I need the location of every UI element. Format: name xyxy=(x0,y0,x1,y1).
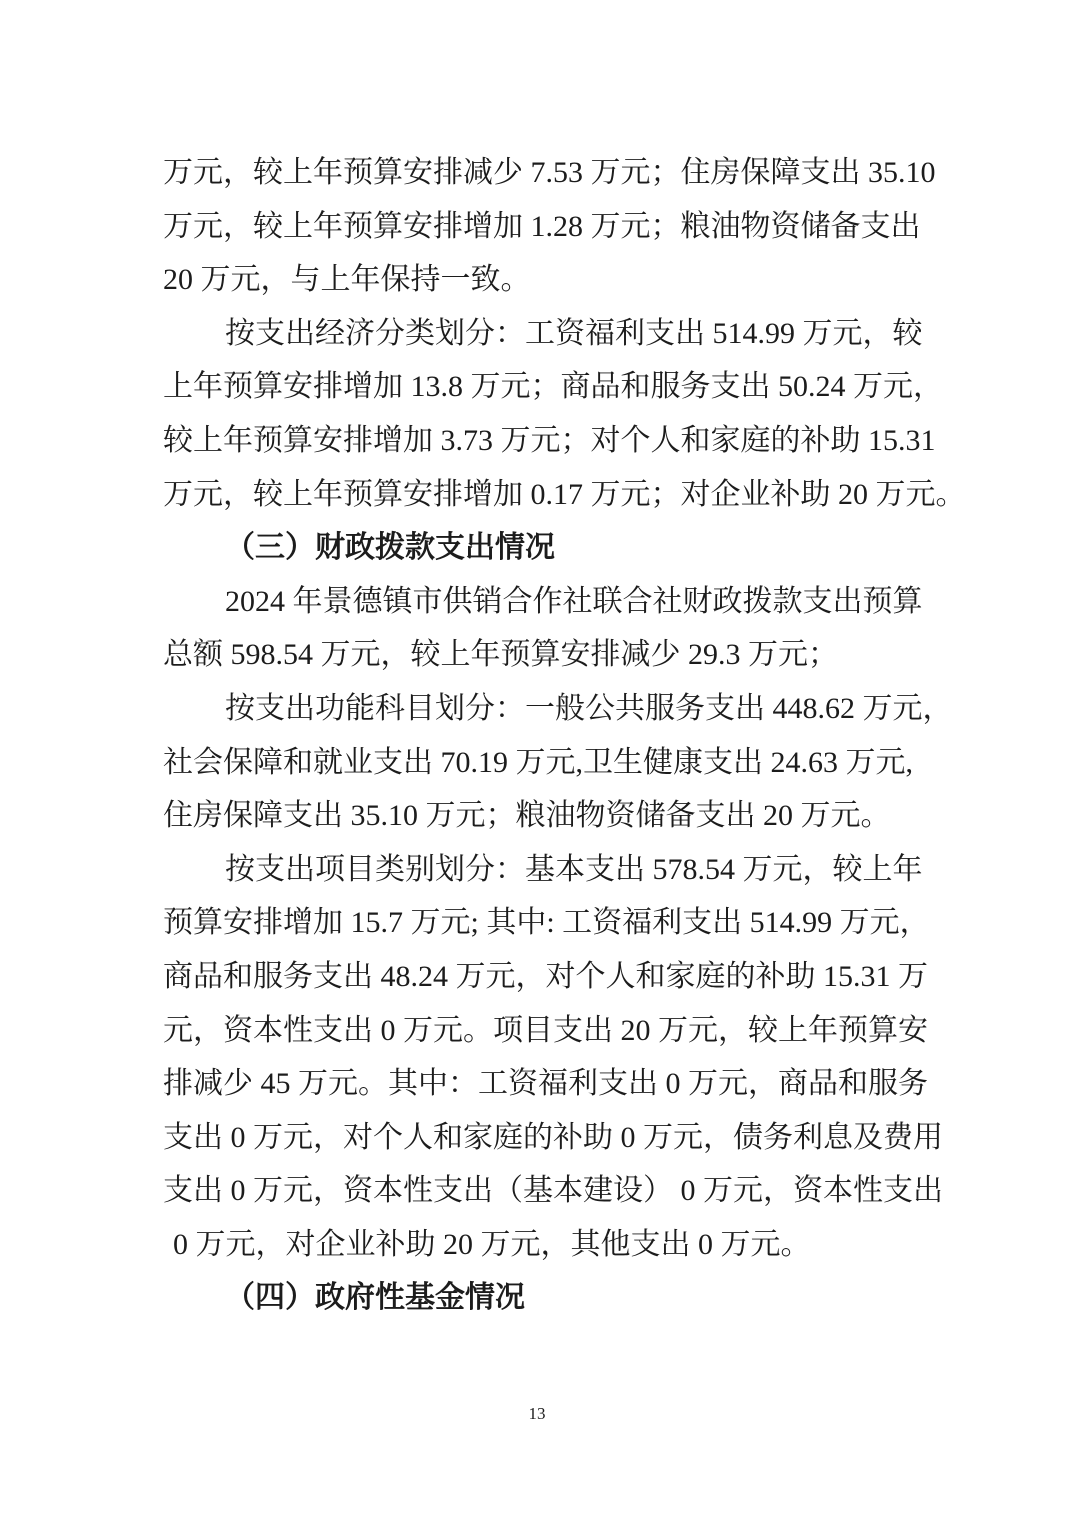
text-line: 支出 0 万元，对个人和家庭的补助 0 万元，债务利息及费用 xyxy=(163,1120,943,1154)
text-line: 0 万元，对企业补助 20 万元，其他支出 0 万元。 xyxy=(173,1227,811,1261)
page-number: 13 xyxy=(528,1404,546,1423)
document-body xyxy=(163,146,966,1325)
section-heading-three: （三）财政拨款支出情况 xyxy=(225,531,555,565)
text-line: 支出 0 万元，资本性支出（基本建设） 0 万元，资本性支出 xyxy=(163,1174,943,1208)
text-line: 万元，较上年预算安排减少 7.53 万元；住房保障支出 35.10 xyxy=(163,156,936,189)
section-heading-four: （四）政府性基金情况 xyxy=(225,1281,525,1315)
text-line: 按支出经济分类划分：工资福利支出 514.99 万元，较 xyxy=(225,316,923,350)
text-line: 较上年预算安排增加 3.73 万元；对个人和家庭的补助 15.31 xyxy=(163,423,936,457)
text-line: 预算安排增加 15.7 万元; 其中: 工资福利支出 514.99 万元， xyxy=(163,906,930,940)
text-line: 元，资本性支出 0 万元。项目支出 20 万元，较上年预算安 xyxy=(163,1013,928,1047)
text-line: 万元，较上年预算安排增加 0.17 万元；对企业补助 20 万元。 xyxy=(163,477,966,511)
text-line: 社会保障和就业支出 70.19 万元,卫生健康支出 24.63 万元, xyxy=(163,745,913,779)
text-line: 总额 598.54 万元，较上年预算安排减少 29.3 万元； xyxy=(163,638,838,672)
text-line: 住房保障支出 35.10 万元；粮油物资储备支出 20 万元。 xyxy=(163,799,891,833)
text-line: 万元，较上年预算安排增加 1.28 万元；粮油物资储备支出 xyxy=(163,209,921,243)
text-line: 20 万元，与上年保持一致。 xyxy=(163,263,531,297)
text-line: 上年预算安排增加 13.8 万元；商品和服务支出 50.24 万元， xyxy=(163,370,943,404)
text-line: 2024 年景德镇市供销合作社联合社财政拨款支出预算 xyxy=(225,584,923,618)
text-line: 按支出功能科目划分：一般公共服务支出 448.62 万元， xyxy=(225,691,953,725)
text-line: 按支出项目类别划分：基本支出 578.54 万元，较上年 xyxy=(225,852,923,886)
text-line: 排减少 45 万元。其中：工资福利支出 0 万元，商品和服务 xyxy=(163,1067,928,1101)
text-line: 商品和服务支出 48.24 万元，对个人和家庭的补助 15.31 万 xyxy=(163,959,928,993)
